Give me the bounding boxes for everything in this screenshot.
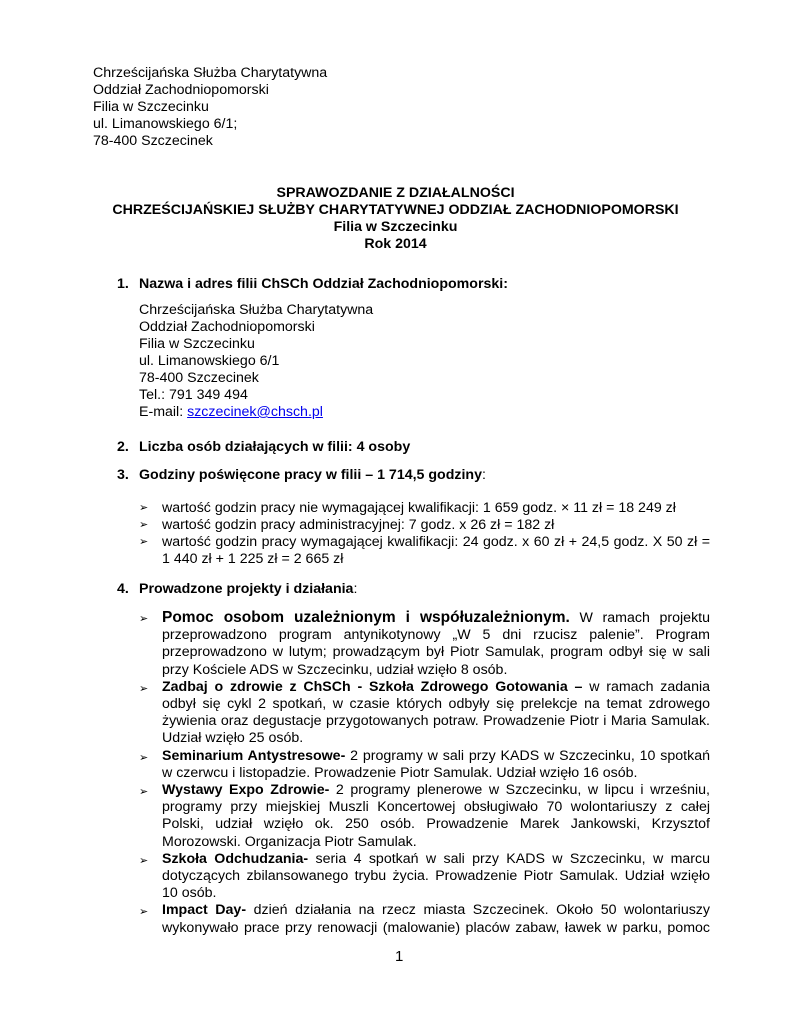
arrow-bullet-icon: ➢: [139, 536, 149, 548]
title-line: SPRAWOZDANIE Z DZIAŁALNOŚCI: [276, 185, 515, 201]
header-line: Filia w Szczecinku: [93, 99, 209, 115]
address-block: [139, 302, 373, 421]
project-text: seria 4 spotkań w sali przy KADS w Szczecinku, w marcu dotyczących zbilansowanego trybu życia. Prowadzenie Piotr Samulak. Udział wzięło 10 osób.: [162, 850, 710, 902]
project-title: Pomoc osobom uzależnionym i współuzależnionym.: [162, 609, 570, 626]
list-item-text: wartość godzin pracy wymagającej kwalifikacji: 24 godz. x 60 zł + 24,5 godz. X 50 zł = 1 440 zł + 1 225 zł = 2 665 zł: [162, 534, 710, 567]
arrow-bullet-icon: ➢: [139, 786, 149, 799]
project-item: [139, 782, 710, 851]
list-item-text: wartość godzin pracy administracyjnej: 7 godz. x 26 zł = 182 zł: [162, 517, 555, 533]
header-line: 78-400 Szczecinek: [93, 133, 213, 149]
section-title-suffix: :: [353, 581, 358, 597]
section-number: 1.: [117, 276, 129, 292]
arrow-bullet-icon: ➢: [139, 519, 149, 531]
arrow-bullet-icon: ➢: [139, 906, 149, 919]
address-line: Oddział Zachodniopomorski: [139, 319, 315, 335]
list-item-text: wartość godzin pracy nie wymagającej kwalifikacji: 1 659 godz. × 11 zł = 18 249 zł: [162, 500, 676, 516]
project-item: [139, 679, 710, 748]
project-text: W ramach projektu przeprowadzono program antynikotynowy „W 5 dni rzucisz palenie”. Program przeprowadzono w lutym; prowadzącym był Piotr Samulak, program odbył się w sali przy Kościele ADS w Szczecinku, udział wzięło 8 osób.: [162, 610, 710, 678]
address-line: Tel.: 791 349 494: [139, 387, 248, 403]
project-title: Szkoła Odchudzania-: [162, 850, 309, 867]
arrow-bullet-icon: ➢: [139, 502, 149, 514]
list-item: [139, 534, 710, 568]
project-item: [139, 748, 710, 782]
header-line: Oddział Zachodniopomorski: [93, 82, 269, 98]
section-title: Liczba osób działających w filii: 4 osoby: [139, 439, 411, 455]
section-4-heading: [117, 581, 717, 598]
arrow-bullet-icon: ➢: [139, 613, 149, 625]
section-3-heading: [117, 467, 717, 484]
project-item: [139, 851, 710, 903]
section-number: 2.: [117, 439, 129, 455]
title-line: Rok 2014: [364, 236, 427, 252]
document-title: [0, 185, 791, 253]
email-label: E-mail:: [139, 404, 188, 420]
header-line: ul. Limanowskiego 6/1;: [93, 116, 238, 132]
title-line: Filia w Szczecinku: [333, 219, 458, 235]
section-title-suffix: :: [481, 467, 486, 483]
address-line: Chrześcijańska Służba Charytatywna: [139, 302, 374, 318]
project-text: 2 programy w sali przy KADS w Szczecinku, 10 spotkań w czerwcu i listopadzie. Prowadzenie Piotr Samulak. Udział wzięło 16 osób.: [162, 747, 710, 781]
list-item: [139, 500, 710, 517]
arrow-bullet-icon: ➢: [139, 854, 149, 867]
project-title: Seminarium Antystresowe-: [162, 747, 346, 764]
header-address: [93, 65, 327, 150]
address-line: Filia w Szczecinku: [139, 336, 255, 352]
section-title: Prowadzone projekty i działania: [139, 581, 354, 597]
project-text: w ramach zadania odbył się cykl 2 spotkań, w czasie których odbyły się prelekcje na temat zdrowego żywienia oraz degustacje przygotowanych potraw. Prowadzenie Piotr i Maria Samulak. Udział wzięło 25 osób.: [162, 678, 710, 747]
hours-list: [139, 500, 710, 568]
arrow-bullet-icon: ➢: [139, 682, 149, 695]
project-text: dzień działania na rzecz miasta Szczecinek. Około 50 wolontariuszy wykonywało prace przy renowacji (malowanie) placów zabaw, ławek w parku, pomoc: [162, 902, 710, 936]
section-number: 4.: [117, 581, 129, 597]
section-title: Nazwa i adres filii ChSCh Oddział Zachodniopomorski:: [139, 276, 508, 292]
project-item: [139, 902, 710, 936]
arrow-bullet-icon: ➢: [139, 751, 149, 764]
list-item: [139, 517, 710, 534]
title-line: CHRZEŚCIJAŃSKIEJ SŁUŻBY CHARYTATYWNEJ ODDZIAŁ ZACHODNIOPOMORSKI: [112, 202, 679, 218]
section-2-heading: [117, 439, 717, 456]
project-title: Impact Day-: [162, 902, 247, 919]
address-line: ul. Limanowskiego 6/1: [139, 353, 280, 369]
section-1-heading: [117, 276, 717, 293]
header-line: Chrześcijańska Służba Charytatywna: [93, 65, 328, 81]
project-title: Zadbaj o zdrowie z ChSCh - Szkoła Zdrowego Gotowania –: [162, 678, 583, 695]
projects-list: [139, 609, 710, 937]
address-line: 78-400 Szczecinek: [139, 370, 259, 386]
section-title: Godziny poświęcone pracy w filii – 1 714,5 godziny: [139, 467, 482, 483]
page-number: 1: [395, 948, 404, 965]
section-number: 3.: [117, 467, 129, 483]
project-text: 2 programy plenerowe w Szczecinku, w lipcu i wrześniu, programy przy miejskiej Muszli Koncertowej obsługiwało 70 wolontariuszy z całej Polski, udział wzięło ok. 250 osób. Prowadzenie Marek Jankowski, Krzysztof Morozowski. Organizacja Piotr Samulak.: [162, 782, 711, 850]
project-item: [139, 609, 710, 679]
email-line: [139, 404, 373, 421]
email-link[interactable]: szczecinek@chsch.pl: [187, 404, 323, 420]
project-title: Wystawy Expo Zdrowie-: [162, 782, 330, 799]
